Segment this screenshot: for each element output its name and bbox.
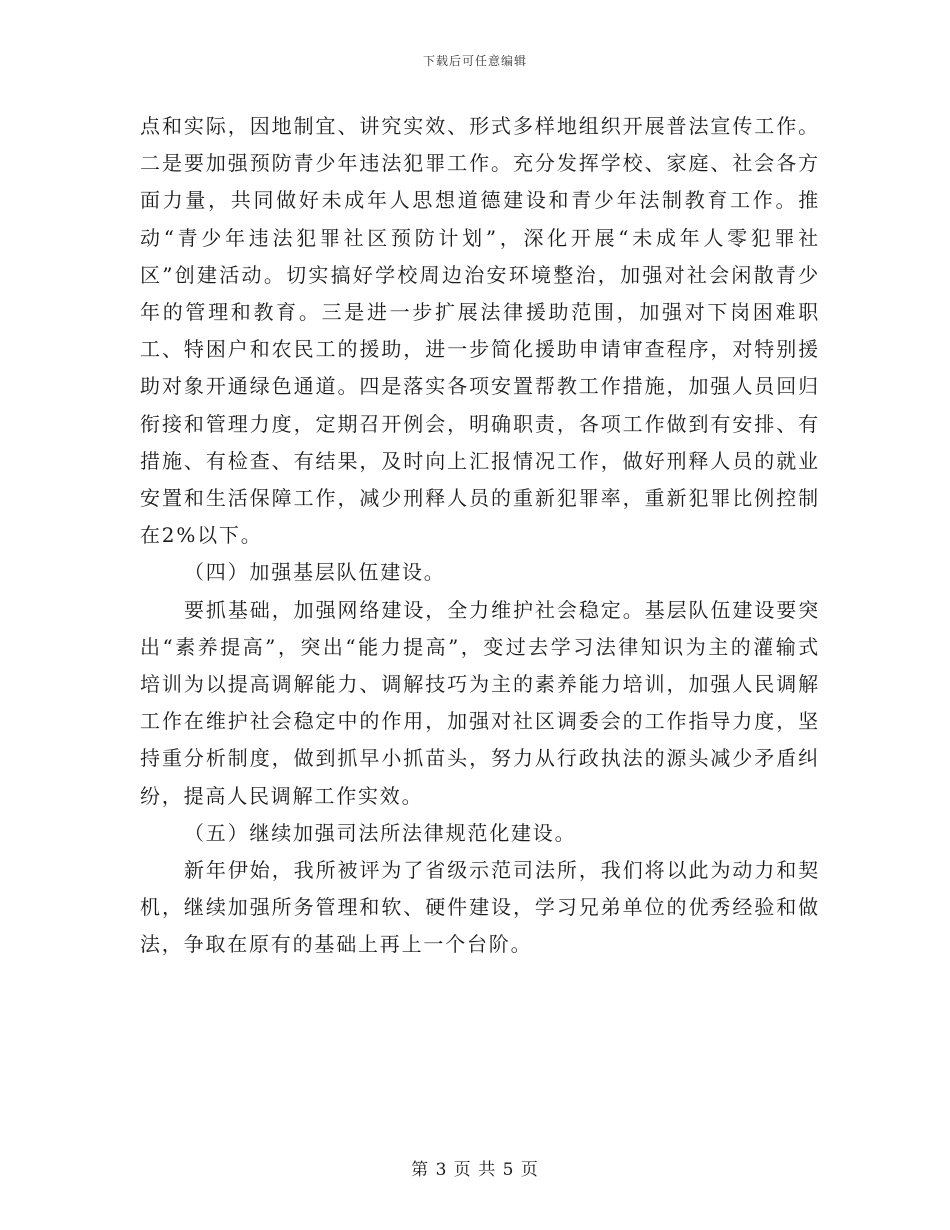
section-heading-5: （五）继续加强司法所法律规范化建设。 — [184, 820, 577, 845]
page-header: 下载后可任意编辑 — [422, 54, 527, 68]
page-number-footer: 第 3 页 共 5 页 — [411, 1160, 539, 1180]
section-heading-4: （四）加强基层队伍建设。 — [184, 560, 446, 585]
paragraph-continuation: 点和实际，因地制宜、讲究实效、形式多样地组织开展普法宣传工作。二是要加强预防青少年违法犯罪工作。充分发挥学校、家庭、社会各方面力量，共同做好未成年人思想道德建设和青少年法制教育工作。推动“青少年违法犯罪社区预防计划”，深化开展“未成年人零犯罪社区”创建活动。切实搞好学校周边治安环境整治，加强对社会闲散青少年的管理和教育。三是进一步扩展法律援助范围，加强对下岗困难职工、特困户和农民工的援助，进一步简化援助申请审查程序，对特别援助对象开通绿色通道。四是落实各项安置帮教工作措施，加强人员回归衔接和管理力度，定期召开例会，明确职责，各项工作做到有安排、有措施、有检查、有结果，及时向上汇报情况工作，做好刑释人员的就业安置和生活保障工作，减少刑释人员的重新犯罪率，重新犯罪比例控制在2%以下。 — [140, 114, 820, 548]
paragraph-new-year: 新年伊始，我所被评为了省级示范司法所，我们将以此为动力和契机，继续加强所务管理和软、硬件建设，学习兄弟单位的优秀经验和做法，争取在原有的基础上再上一个台阶。 — [140, 858, 820, 957]
paragraph-grassroots-team: 要抓基础，加强网络建设，全力维护社会稳定。基层队伍建设要突出“素养提高”，突出“能力提高”，变过去学习法律知识为主的灌输式培训为以提高调解能力、调解技巧为主的素养能力培训，加强人民调解工作在维护社会稳定中的作用，加强对社区调委会的工作指导力度，坚持重分析制度，做到抓早小抓苗头，努力从行政执法的源头减少矛盾纠纷，提高人民调解工作实效。 — [140, 597, 820, 808]
document-body — [140, 108, 820, 964]
